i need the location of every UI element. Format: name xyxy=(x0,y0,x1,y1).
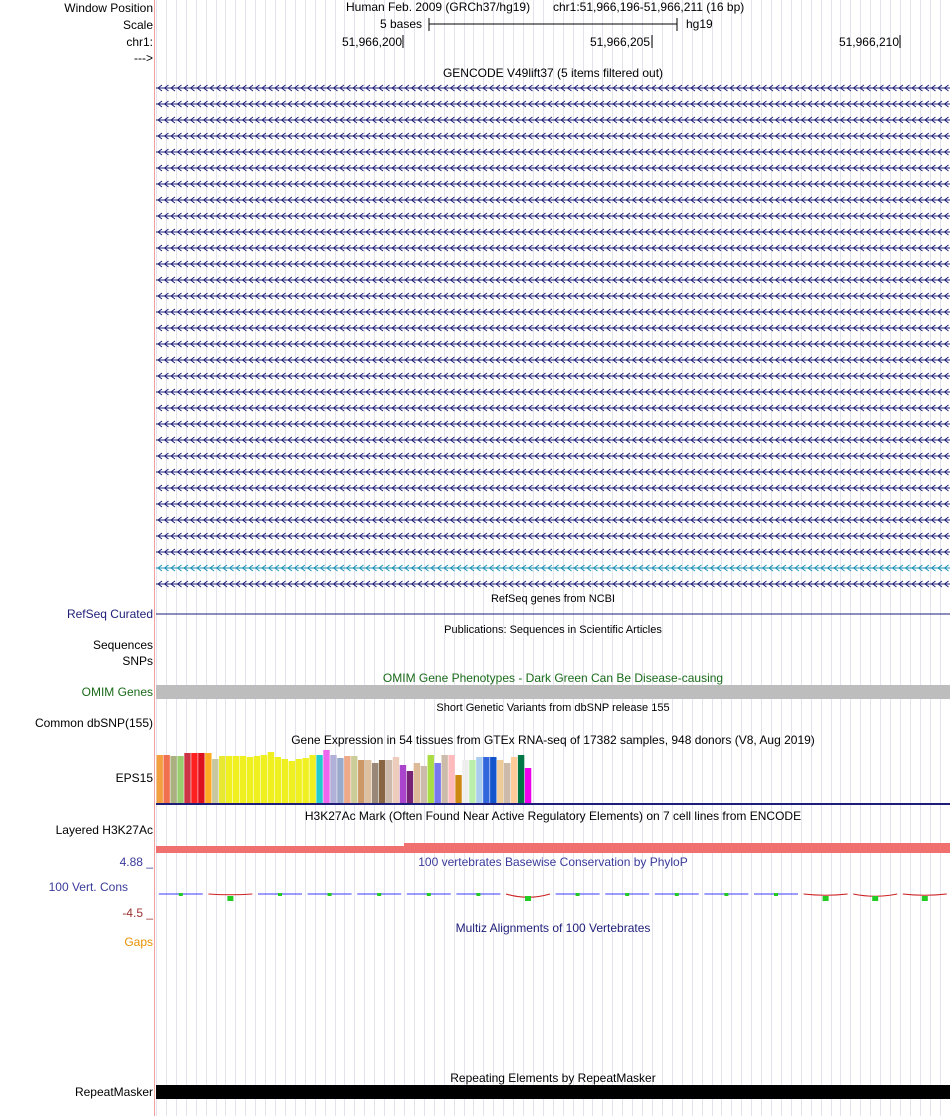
gene-track-eps15[interactable] xyxy=(156,453,950,459)
gtex-tissue-bar[interactable] xyxy=(490,757,496,803)
db-text: hg19 xyxy=(686,17,713,31)
gene-track-eps15[interactable] xyxy=(156,165,950,171)
tick-label-1: 51,966,200 xyxy=(341,35,402,49)
gene-track-eps15[interactable] xyxy=(156,341,950,347)
gtex-tissue-bar[interactable] xyxy=(254,756,260,803)
gtex-tissue-bar[interactable] xyxy=(365,760,371,803)
h3k27ac-signal[interactable] xyxy=(156,846,404,853)
gtex-tissue-bar[interactable] xyxy=(282,759,288,803)
gtex-tissue-bar[interactable] xyxy=(476,757,482,803)
gtex-tissue-bar[interactable] xyxy=(157,755,163,803)
phylop-score-dot xyxy=(625,893,629,896)
gaps-label[interactable]: Gaps xyxy=(124,935,153,949)
gtex-tissue-bar[interactable] xyxy=(504,763,510,803)
gtex-tissue-bar[interactable] xyxy=(518,755,524,803)
gtex-tissue-bar[interactable] xyxy=(316,755,322,803)
phylop-score-mark[interactable] xyxy=(804,894,848,895)
gene-track-eps15[interactable] xyxy=(156,229,950,235)
phylop-score-dot xyxy=(922,896,928,901)
multiz-title: Multiz Alignments of 100 Vertebrates xyxy=(455,921,651,935)
gene-track-eps15[interactable] xyxy=(156,437,950,443)
gtex-title: Gene Expression in 54 tissues from GTEx RNA-seq of 17382 samples, 948 donors (V8, Aug 2019) xyxy=(291,733,815,747)
h3k27ac-signal[interactable] xyxy=(404,843,950,853)
gene-track-eps15[interactable] xyxy=(156,485,950,491)
gtex-tissue-bar[interactable] xyxy=(302,758,308,803)
scale-text: 5 bases xyxy=(380,17,423,31)
gene-track-eps15[interactable] xyxy=(156,293,950,299)
publications-title: Publications: Sequences in Scientific Articles xyxy=(444,624,662,636)
refseq-label[interactable]: RefSeq Curated xyxy=(66,607,153,621)
gtex-tissue-bar[interactable] xyxy=(462,760,468,803)
gtex-tissue-bar[interactable] xyxy=(323,750,329,803)
phylop-score-dot xyxy=(278,893,282,896)
gtex-tissue-bar[interactable] xyxy=(289,761,295,803)
phylop-max-label: 4.88 _ xyxy=(119,855,153,869)
chrom-label: chr1: xyxy=(126,35,153,49)
repeatmasker-label[interactable]: RepeatMasker xyxy=(74,1085,153,1099)
gene-track-eps15[interactable] xyxy=(156,549,950,555)
gene-track-eps15[interactable] xyxy=(156,261,950,267)
phylop-score-mark[interactable] xyxy=(208,894,252,895)
phylop-score-dot xyxy=(823,896,829,901)
snps-label[interactable]: SNPs xyxy=(122,654,153,668)
gtex-tissue-bar[interactable] xyxy=(170,756,176,803)
gtex-tissue-bar[interactable] xyxy=(393,757,399,803)
refseq-title: RefSeq genes from NCBI xyxy=(490,593,616,605)
gtex-tissue-bar[interactable] xyxy=(441,755,447,803)
gtex-tissue-bar[interactable] xyxy=(421,766,427,803)
phylop-title: 100 vertebrates Basewise Conservation by PhyloP xyxy=(418,855,688,869)
gtex-tissue-bar[interactable] xyxy=(414,763,420,803)
gene-track-eps15[interactable] xyxy=(156,373,950,379)
phylop-score-dot xyxy=(476,893,480,896)
gtex-tissue-bar[interactable] xyxy=(407,771,413,803)
gtex-tissue-bar[interactable] xyxy=(233,756,239,803)
gene-track-eps15[interactable] xyxy=(156,405,950,411)
gtex-tissue-bar[interactable] xyxy=(240,756,246,803)
gtex-tissue-bar[interactable] xyxy=(379,760,385,803)
gtex-tissue-bar[interactable] xyxy=(448,755,454,803)
strand-label: ---> xyxy=(134,51,153,65)
omim-title: OMIM Gene Phenotypes - Dark Green Can Be Disease-causing xyxy=(382,671,724,685)
h3k27ac-label[interactable]: Layered H3K27Ac xyxy=(55,823,153,837)
gene-track-eps15[interactable] xyxy=(156,309,950,315)
gtex-tissue-bar[interactable] xyxy=(330,755,336,803)
phylop-label[interactable]: 100 Vert. Cons xyxy=(48,880,128,894)
gtex-tissue-bar[interactable] xyxy=(309,755,315,803)
phylop-min-label: -4.5 _ xyxy=(122,906,153,920)
gtex-tissue-bar[interactable] xyxy=(268,752,274,803)
gtex-tissue-bar[interactable] xyxy=(428,755,434,803)
scale-label: Scale xyxy=(122,18,153,32)
gene-track-eps15[interactable] xyxy=(156,325,950,331)
gtex-label[interactable]: EPS15 xyxy=(115,771,153,785)
tick-label-2: 51,966,205 xyxy=(589,35,650,49)
gene-track-eps15[interactable] xyxy=(156,277,950,283)
phylop-score-mark[interactable] xyxy=(853,894,897,896)
dbsnp-title: Short Genetic Variants from dbSNP release 155 xyxy=(436,702,670,714)
publications-label[interactable]: Sequences xyxy=(92,638,153,652)
gtex-tissue-bar[interactable] xyxy=(261,755,267,803)
phylop-score-mark[interactable] xyxy=(903,894,947,895)
gtex-tissue-bar[interactable] xyxy=(219,756,225,803)
gtex-tissue-bar[interactable] xyxy=(400,765,406,803)
phylop-score-dot xyxy=(872,896,878,901)
gtex-tissue-bar[interactable] xyxy=(184,753,190,803)
gtex-tissue-bar[interactable] xyxy=(205,753,211,803)
gene-track-eps15[interactable] xyxy=(156,85,950,91)
omim-label[interactable]: OMIM Genes xyxy=(81,685,153,699)
gene-track-eps15[interactable] xyxy=(156,581,950,587)
gene-track-eps15[interactable] xyxy=(156,133,950,139)
gene-track-eps15[interactable] xyxy=(156,389,950,395)
gtex-tissue-bar[interactable] xyxy=(455,775,461,803)
gene-track-eps15[interactable] xyxy=(156,149,950,155)
gtex-tissue-bar[interactable] xyxy=(372,763,378,803)
gtex-tissue-bar[interactable] xyxy=(275,757,281,803)
window-position-label: Window Position xyxy=(64,1,153,15)
assembly-text: Human Feb. 2009 (GRCh37/hg19) xyxy=(346,0,531,14)
gene-track-eps15[interactable] xyxy=(156,565,950,571)
gtex-tissue-bar[interactable] xyxy=(337,758,343,803)
gtex-tissue-bar[interactable] xyxy=(525,768,531,803)
phylop-score-dot xyxy=(427,893,431,896)
gene-track-eps15[interactable] xyxy=(156,245,950,251)
gtex-tissue-bar[interactable] xyxy=(435,763,441,803)
gene-track-eps15[interactable] xyxy=(156,181,950,187)
gtex-tissue-bar[interactable] xyxy=(177,756,183,803)
gtex-tissue-bar[interactable] xyxy=(351,756,357,803)
phylop-score-dot xyxy=(774,893,778,896)
h3k27ac-title: H3K27Ac Mark (Often Found Near Active Regulatory Elements) on 7 cell lines from ENCODE xyxy=(304,809,802,823)
phylop-score-dot xyxy=(675,893,679,896)
gtex-tissue-bar[interactable] xyxy=(344,756,350,803)
gene-track-eps15[interactable] xyxy=(156,469,950,475)
gtex-tissue-bar[interactable] xyxy=(226,756,232,803)
gene-track-eps15[interactable] xyxy=(156,421,950,427)
repeatmasker-title: Repeating Elements by RepeatMasker xyxy=(450,1071,656,1085)
gtex-tissue-bar[interactable] xyxy=(212,759,218,803)
gtex-tissue-bar[interactable] xyxy=(386,760,392,803)
gtex-tissue-bar[interactable] xyxy=(198,753,204,803)
gtex-tissue-bar[interactable] xyxy=(483,757,489,803)
phylop-score-dot xyxy=(328,893,332,896)
gene-track-eps15[interactable] xyxy=(156,533,950,539)
phylop-score-dot xyxy=(227,896,233,901)
tick-label-3: 51,966,210 xyxy=(838,35,899,49)
gene-track-eps15[interactable] xyxy=(156,117,950,123)
phylop-score-dot xyxy=(724,893,728,896)
gene-track-eps15[interactable] xyxy=(156,357,950,363)
gencode-title[interactable]: GENCODE V49lift37 (5 items filtered out) xyxy=(442,66,664,80)
phylop-score-dot xyxy=(377,893,381,896)
gtex-tissue-bar[interactable] xyxy=(247,757,253,803)
gtex-tissue-bar[interactable] xyxy=(469,760,475,803)
gene-track-eps15[interactable] xyxy=(156,501,950,507)
phylop-score-dot xyxy=(576,893,580,896)
dbsnp-label[interactable]: Common dbSNP(155) xyxy=(34,716,153,730)
gene-track-eps15[interactable] xyxy=(156,197,950,203)
gtex-tissue-bar[interactable] xyxy=(358,760,364,803)
gtex-tissue-bar[interactable] xyxy=(191,753,197,803)
phylop-score-dot xyxy=(179,893,183,896)
gtex-tissue-bar[interactable] xyxy=(163,755,169,803)
gtex-tissue-bar[interactable] xyxy=(497,760,503,803)
gene-track-eps15[interactable] xyxy=(156,101,950,107)
position-text: chr1:51,966,196-51,966,211 (16 bp) xyxy=(553,0,745,14)
gene-track-eps15[interactable] xyxy=(156,213,950,219)
phylop-score-dot xyxy=(525,896,531,901)
gtex-tissue-bar[interactable] xyxy=(296,759,302,803)
gene-track-eps15[interactable] xyxy=(156,517,950,523)
gtex-tissue-bar[interactable] xyxy=(511,757,517,803)
